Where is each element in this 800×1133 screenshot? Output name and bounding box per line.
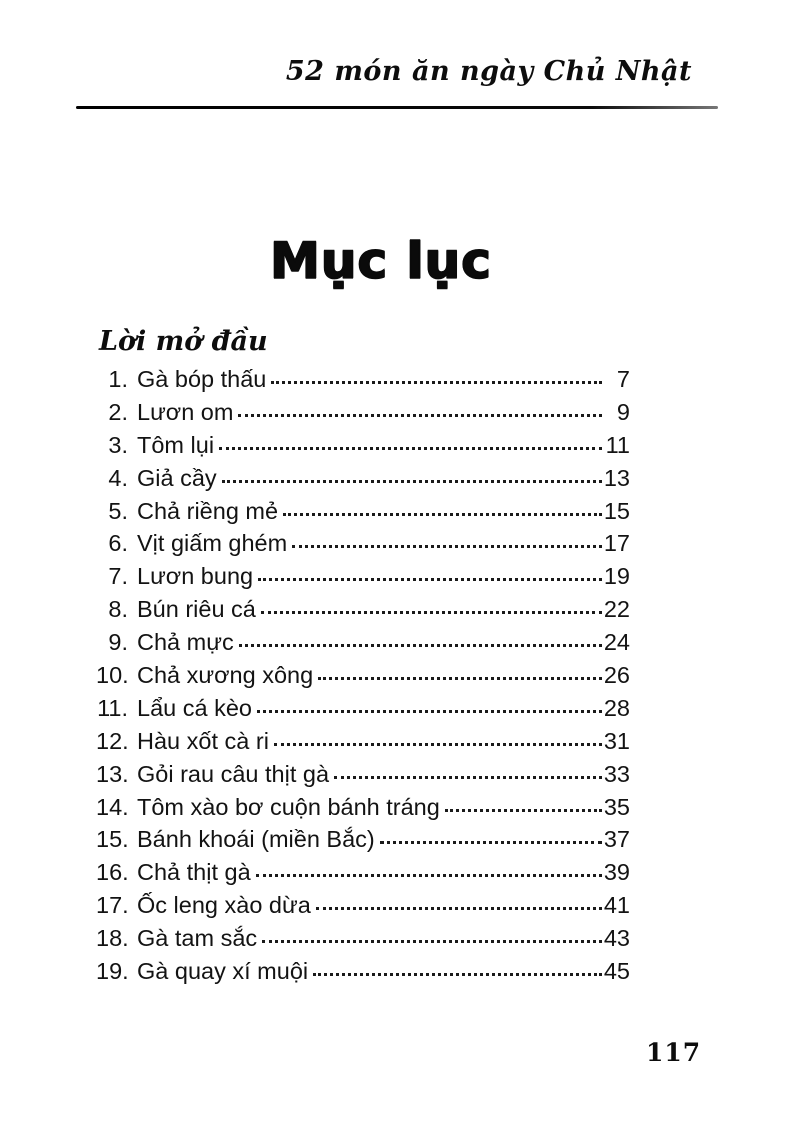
toc-row [96,399,630,432]
toc-row [96,826,630,859]
toc-item-page: 41 [603,892,630,919]
toc-row [96,563,630,596]
dot-leader [239,644,602,647]
toc-item-label: Tôm lụi [137,431,215,458]
toc-item-page: 37 [603,826,630,853]
toc-row [96,859,630,892]
toc-item-page: 11 [605,431,630,458]
toc-row [96,530,630,563]
dot-leader [445,809,602,812]
toc-row [96,465,630,498]
toc-item-page: 28 [603,694,630,721]
toc-item-number: 6. [108,530,128,557]
toc-row [96,629,630,662]
toc-row [96,366,630,399]
dot-leader [292,545,602,548]
running-header: 52 món ăn ngày Chủ Nhật [285,56,692,87]
toc-item-number: 19. [96,958,129,985]
page-number: 117 [646,1038,702,1067]
toc-row [96,794,630,827]
toc-item-page: 31 [603,727,630,754]
toc-item-number: 12. [96,727,129,754]
toc-row [96,958,630,991]
toc-item-number: 17. [96,892,129,919]
toc-item-page: 9 [616,398,630,425]
toc-item-label: Lươn om [137,398,234,425]
dot-leader [274,743,602,746]
toc-item-label: Bún riêu cá [137,596,256,623]
toc-item-page: 13 [603,464,630,491]
toc-item-label: Tôm xào bơ cuộn bánh tráng [137,793,440,820]
toc-item-page: 39 [603,859,630,886]
toc-row [96,892,630,925]
toc-item-label: Gà bóp thấu [137,366,267,392]
toc-item-number: 16. [96,859,129,886]
toc-item-label: Chả thịt gà [137,859,251,886]
toc-item-page: 17 [603,530,630,557]
toc-item-number: 8. [108,596,128,623]
toc-item-label: Chả xương xông [137,662,314,689]
toc-row [96,761,630,794]
toc-item-page: 7 [616,366,630,392]
dot-leader [258,578,602,581]
toc-item-number: 15. [96,826,129,853]
dot-leader [222,480,602,483]
toc-item-label: Bánh khoái (miền Bắc) [137,826,375,853]
dot-leader [313,973,602,976]
toc-row [96,432,630,465]
toc-item-page: 22 [603,596,630,623]
dot-leader [256,874,602,877]
toc-list [96,366,630,991]
toc-item-label: Lươn bung [137,563,254,590]
toc-item-number: 7. [108,563,128,590]
toc-row [96,925,630,958]
toc-item-label: Gà tam sắc [137,925,258,952]
dot-leader [271,381,602,384]
dot-leader [283,513,602,516]
toc-item-page: 26 [603,662,630,689]
toc-item-page: 33 [603,760,630,787]
toc-item-number: 1. [108,366,128,392]
toc-row [96,728,630,761]
dot-leader [262,940,602,943]
dot-leader [380,841,602,844]
dot-leader [238,414,602,417]
toc-item-number: 13. [96,760,129,787]
intro-label: Lời mở đầu [99,326,268,357]
dot-leader [318,677,602,680]
dot-leader [261,611,602,614]
toc-row [96,662,630,695]
toc-row [96,695,630,728]
toc-item-page: 45 [603,958,630,985]
toc-item-number: 11. [97,694,128,721]
dot-leader [219,447,602,450]
toc-item-number: 2. [108,398,128,425]
toc-item-label: Hàu xốt cà ri [137,727,269,754]
toc-item-number: 10. [96,662,129,689]
toc-item-label: Giả cầy [137,464,217,491]
toc-item-label: Lẩu cá kèo [137,694,252,721]
dot-leader [257,710,602,713]
toc-item-label: Ốc leng xào dừa [137,892,311,919]
toc-item-label: Gà quay xí muội [137,958,309,985]
dot-leader [334,776,602,779]
toc-row [96,596,630,629]
toc-item-label: Chả riềng mẻ [137,497,279,524]
toc-item-page: 19 [603,563,630,590]
toc-item-page: 24 [603,629,630,656]
toc-row [96,498,630,531]
toc-item-number: 9. [108,629,128,656]
toc-item-number: 14. [96,793,129,820]
toc-item-label: Gỏi rau câu thịt gà [137,760,330,787]
toc-item-number: 18. [96,925,129,952]
toc-item-number: 4. [108,464,128,491]
toc-item-page: 15 [603,497,630,524]
toc-item-number: 5. [108,497,128,524]
page-title: Mục lục [270,232,492,290]
toc-item-page: 35 [603,793,630,820]
toc-item-page: 43 [603,925,630,952]
header-rule [76,106,718,109]
toc-item-number: 3. [108,431,128,458]
toc-item-label: Vịt giấm ghém [137,530,288,557]
dot-leader [316,907,602,910]
toc-item-label: Chả mực [137,629,234,656]
